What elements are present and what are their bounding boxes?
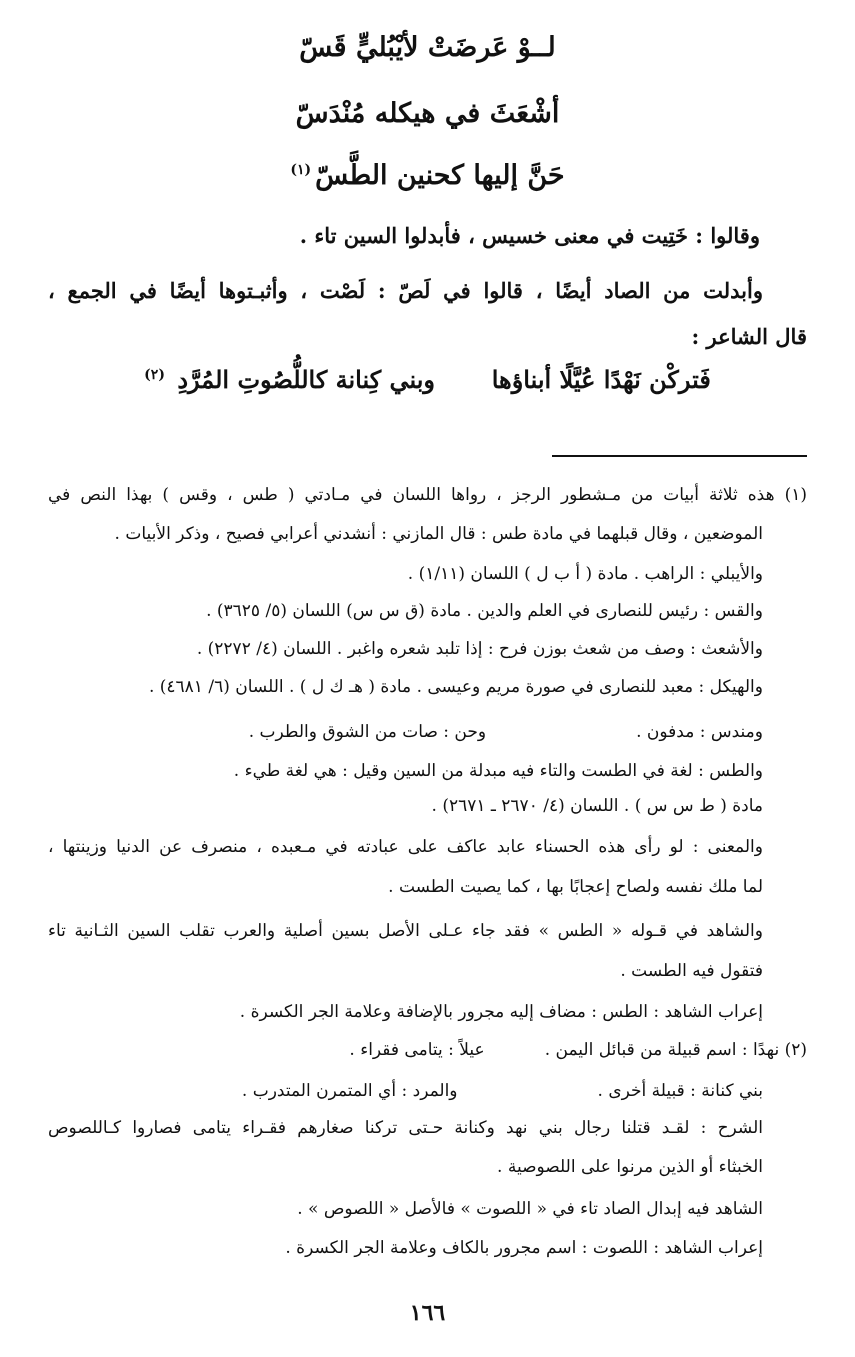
- footnote-segment: بني كنانة : قبيلة أخرى .: [597, 1081, 763, 1101]
- footnote-line: الشاهد فيه إبدال الصاد تاء في « اللصوت » فالأصل « اللصوص » .: [297, 1199, 763, 1219]
- body-line-2: وأبدلت من الصاد أيضًا ، قالوا في لَصّ : لَصْت ، وأثبـتوها أيضًا في الجمع ،: [48, 278, 763, 303]
- footnote-segment: عيلاً : يتامى فقراء .: [349, 1040, 485, 1060]
- poem-verse-1: لــوْ عَرضَتْ لأيْبُليٍّ قَسّ: [299, 32, 556, 63]
- poem-verse-3: [0, 160, 855, 192]
- footnote-line: إعراب الشاهد : اللصوت : اسم مجرور بالكاف وعلامة الجر الكسرة .: [285, 1238, 763, 1258]
- footnote-line: والهيكل : معبد للنصارى في صورة مريم وعيسى . مادة ( هـ ك ل ) . اللسان (٦/ ٤٦٨١) .: [148, 677, 763, 697]
- footnote-line: إعراب الشاهد : الطس : مضاف إليه مجرور بالإضافة وعلامة الجر الكسرة .: [239, 1002, 763, 1022]
- footnote-line: والقس : رئيس للنصارى في العلم والدين . مادة (ق س س) اللسان (٥/ ٣٦٢٥) .: [206, 601, 763, 621]
- footnote-marker-1: (١): [290, 162, 312, 178]
- footnote-line: [349, 1039, 807, 1061]
- footnote-line: والمعنى : لو رأى هذه الحسناء عابد عاكف على عبادته في مـعبده ، منصرف عن الدنيا وزينتها ،: [48, 837, 763, 857]
- footnote-segment: ومندس : مدفون .: [636, 722, 763, 742]
- quoted-couplet: [0, 365, 855, 394]
- page-number: ١٦٦: [409, 1300, 446, 1326]
- poem-verse-3-text: حَنَّ إليها كحنين الطَّسّ: [315, 160, 565, 191]
- footnote-line: والشاهد في قـوله « الطس » فقد جاء عـلى الأصل بسين أصلية والعرب تقلب السين الثـانية تاء: [48, 921, 763, 941]
- footnote-segment: والمرد : أي المتمرن المتدرب .: [241, 1081, 458, 1101]
- body-line-3: قال الشاعر :: [691, 324, 807, 349]
- footnote-marker-2: (٢): [144, 367, 165, 383]
- couplet-second-hemistich: وبني كِنانة كاللُّصُوتِ المُرَّدِ: [177, 365, 436, 394]
- footnote-line: (١) هذه ثلاثة أبيات من مـشطور الرجز ، رواها اللسان في مـادتي ( طس ، وقس ) بهذا النص في: [48, 485, 807, 505]
- poem-verse-2: أشْعَثَ في هيكله مُنْدَسّ: [295, 98, 560, 129]
- footnote-line: والأشعث : وصف من شعث بوزن فرح : إذا تلبد شعره واغبر . اللسان (٤/ ٢٢٧٢) .: [196, 639, 763, 659]
- footnote-line: [249, 721, 763, 743]
- footnote-line: لما ملك نفسه ولصاح إعجابًا بها ، كما يصيت الطست .: [388, 877, 763, 897]
- footnote-line: والطس : لغة في الطست والتاء فيه مبدلة من السين وقيل : هي لغة طيء .: [233, 761, 763, 781]
- footnote-line: فتقول فيه الطست .: [620, 961, 763, 981]
- body-line-1: وقالوا : خَتِيت في معنى خسيس ، فأبدلوا السين تاء .: [299, 223, 760, 248]
- footnote-line: [242, 1080, 763, 1102]
- footnote-line: الخبثاء أو الذين مرنوا على اللصوصية .: [497, 1157, 763, 1177]
- footnote-segment: وحن : صات من الشوق والطرب .: [248, 722, 487, 742]
- footnote-line: الشرح : لقـد قتلنا رجال بني نهد وكنانة حـتى تركنا صغارهم فقـراء يتامى فصاروا كـاللصوص: [48, 1118, 763, 1138]
- footnote-line: والأيبلي : الراهب . مادة ( أ ب ل ) اللسان (١/١١) .: [407, 564, 763, 584]
- footnote-line: الموضعين ، وقال قبلهما في مادة طس : قال المازني : أنشدني أعرابي فصيح ، وذكر الأبيات .: [114, 524, 763, 544]
- footnote-line: مادة ( ط س س ) . اللسان (٤/ ٢٦٧٠ ـ ٢٦٧١) .: [431, 796, 763, 816]
- couplet-first-hemistich: فَتركْن نَهْدًا عُيَّلًا أبناؤها: [491, 365, 711, 394]
- footnote-separator: [552, 455, 807, 457]
- footnote-segment: (٢) نهدًا : اسم قبيلة من قبائل اليمن .: [544, 1040, 807, 1060]
